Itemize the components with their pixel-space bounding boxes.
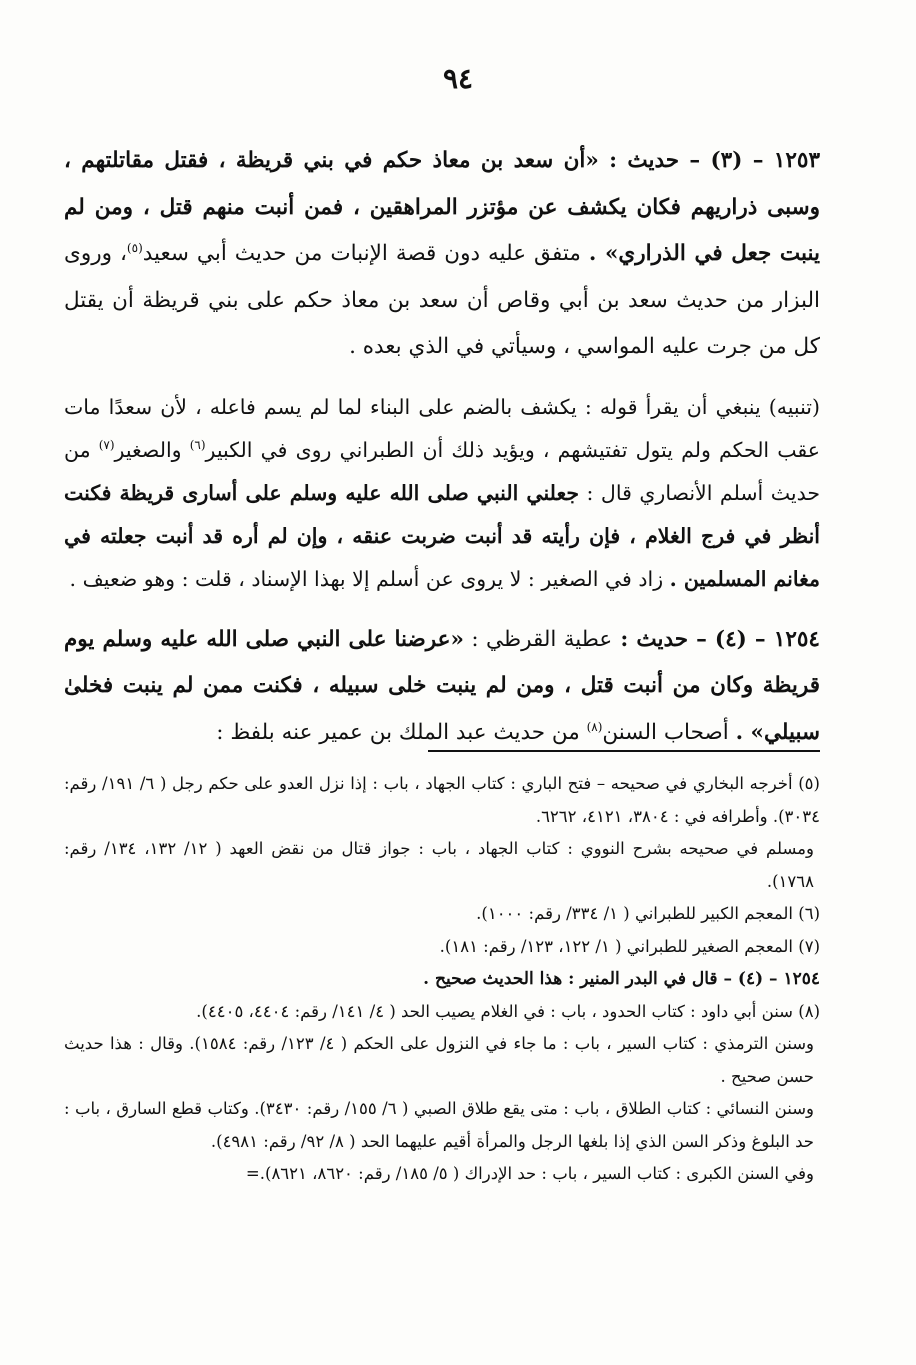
page-number: ٩٤ (442, 62, 474, 95)
footnote-ref-5[interactable]: (٥) (126, 240, 143, 255)
footnote-entry: وسنن النسائي : كتاب الطلاق ، باب : متى يقع طلاق الصبي ( ٦/ ١٥٥/ رقم: ٣٤٣٠). وكتاب قطع السارق ، باب : حد البلوغ وذكر السن الذي إذا بلغها الرجل والمرأة أقيم عليهما الحد ( ٨/ ٩٢/ رقم: ٤٩٨١). (64, 1099, 814, 1151)
tanbih-paragraph (64, 386, 820, 601)
hadith-1254 (64, 617, 820, 757)
hadith-1253-text-cont: ، وروى البزار من حديث سعد بن أبي وقاص أن سعد بن معاذ حكم على بني قريظة أن يقتل كل من جرت عليه المواسي ، وسيأتي في الذي بعده . (64, 241, 820, 359)
footnote-entry: ١٢٥٤ – (٤) – قال في البدر المنير : هذا الحديث صحيح . (423, 969, 820, 989)
footnote-entry: وفي السنن الكبرى : كتاب السير ، باب : حد الإدراك ( ٥/ ١٨٥/ رقم: ٨٦٢٠، ٨٦٢١).= (245, 1164, 814, 1183)
hadith-1254-narrator: عطية القرظي : (463, 626, 613, 652)
hadith-1254-lead: ١٢٥٤ – (٤) – حديث : (612, 626, 820, 652)
tanbih-text-4: زاد في الصغير : لا يروى عن أسلم إلا بهذا الإسناد ، قلت : وهو ضعيف . (69, 566, 670, 591)
hadith-1253 (64, 138, 820, 371)
hadith-1253-lead: ١٢٥٣ – (٣) – حديث : «أن سعد بن معاذ حكم في بني قريظة ، فقتل مقاتلتهم ، وسبى ذراريهم فكان يكشف عن مؤتزر المراهقين ، فمن أنبت منهم قتل ، ومن لم ينبت جعل في الذراري» . (64, 148, 820, 266)
hadith-1253-text: متفق عليه دون قصة الإنبات من حديث أبي سعيد (142, 241, 589, 266)
footnote-ref-6[interactable]: (٦) (189, 437, 206, 452)
tanbih-text-3: من حديث أسلم الأنصاري قال : (64, 437, 821, 505)
footnote-entry: (٧) المعجم الصغير للطبراني ( ١/ ١٢٢، ١٢٣/ رقم: ١٨١). (439, 936, 820, 956)
hadith-1254-text: أصحاب السنن (602, 719, 736, 745)
footnote-entry: (٨) سنن أبي داود : كتاب الحدود ، باب : في الغلام يصيب الحد ( ٤/ ١٤١/ رقم: ٤٤٠٤، ٤٤٠٥). (196, 1001, 820, 1021)
footnote-entry: (٥) أخرجه البخاري في صحيحه – فتح الباري : كتاب الجهاد ، باب : إذا نزل العدو على حكم رجل ( ٦/ ١٩١/ رقم: ٣٠٣٤). وأطرافه في : ٣٨٠٤، ٤١٢١، ٦٢٦٢. (64, 774, 820, 826)
footnote-entry: (٦) المعجم الكبير للطبراني ( ١/ ٣٣٤/ رقم: ١٠٠٠). (476, 904, 820, 923)
tanbih-text: (تنبيه) ينبغي أن يقرأ قوله : يكشف بالضم على البناء لما لم يسم فاعله ، لأن سعدًا مات عقب الحكم ولم يتول تفتيشهم ، ويؤيد ذلك أن الطبراني روى في الكبير (64, 394, 820, 462)
footnote-entry: ومسلم في صحيحه بشرح النووي : كتاب الجهاد ، باب : جواز قتال من نقض العهد ( ١٢/ ١٣٢، ١٣٤/ رقم: ١٧٦٨). (64, 839, 814, 891)
hadith-1254-text-cont: من حديث عبد الملك بن عمير عنه بلفظ : (216, 719, 587, 745)
main-text (64, 138, 820, 771)
footnotes (64, 768, 820, 1191)
footnote-separator (428, 750, 820, 752)
footnote-ref-7[interactable]: (٧) (98, 437, 115, 452)
footnote-ref-8[interactable]: (٨) (586, 719, 603, 734)
tanbih-quote: جعلني النبي صلى الله عليه وسلم على أسارى قريظة فكنت أنظر في فرج الغلام ، فإن رأيته قد أنبت ضربت عنقه ، وإن لم أره قد أنبت جعلته في مغانم المسلمين . (64, 480, 820, 591)
tanbih-text-2: والصغير (114, 437, 190, 462)
hadith-1254-quote: «عرضنا على النبي صلى الله عليه وسلم يوم قريظة وكان من أنبت قتل ، ومن لم ينبت خلى سبيله ، فكنت ممن لم ينبت فخلىٰ سبيلي» . (64, 626, 820, 745)
footnote-entry: وسنن الترمذي : كتاب السير ، باب : ما جاء في النزول على الحكم ( ٤/ ١٢٣/ رقم: ١٥٨٤). وقال : هذا حديث حسن صحيح . (64, 1034, 814, 1086)
